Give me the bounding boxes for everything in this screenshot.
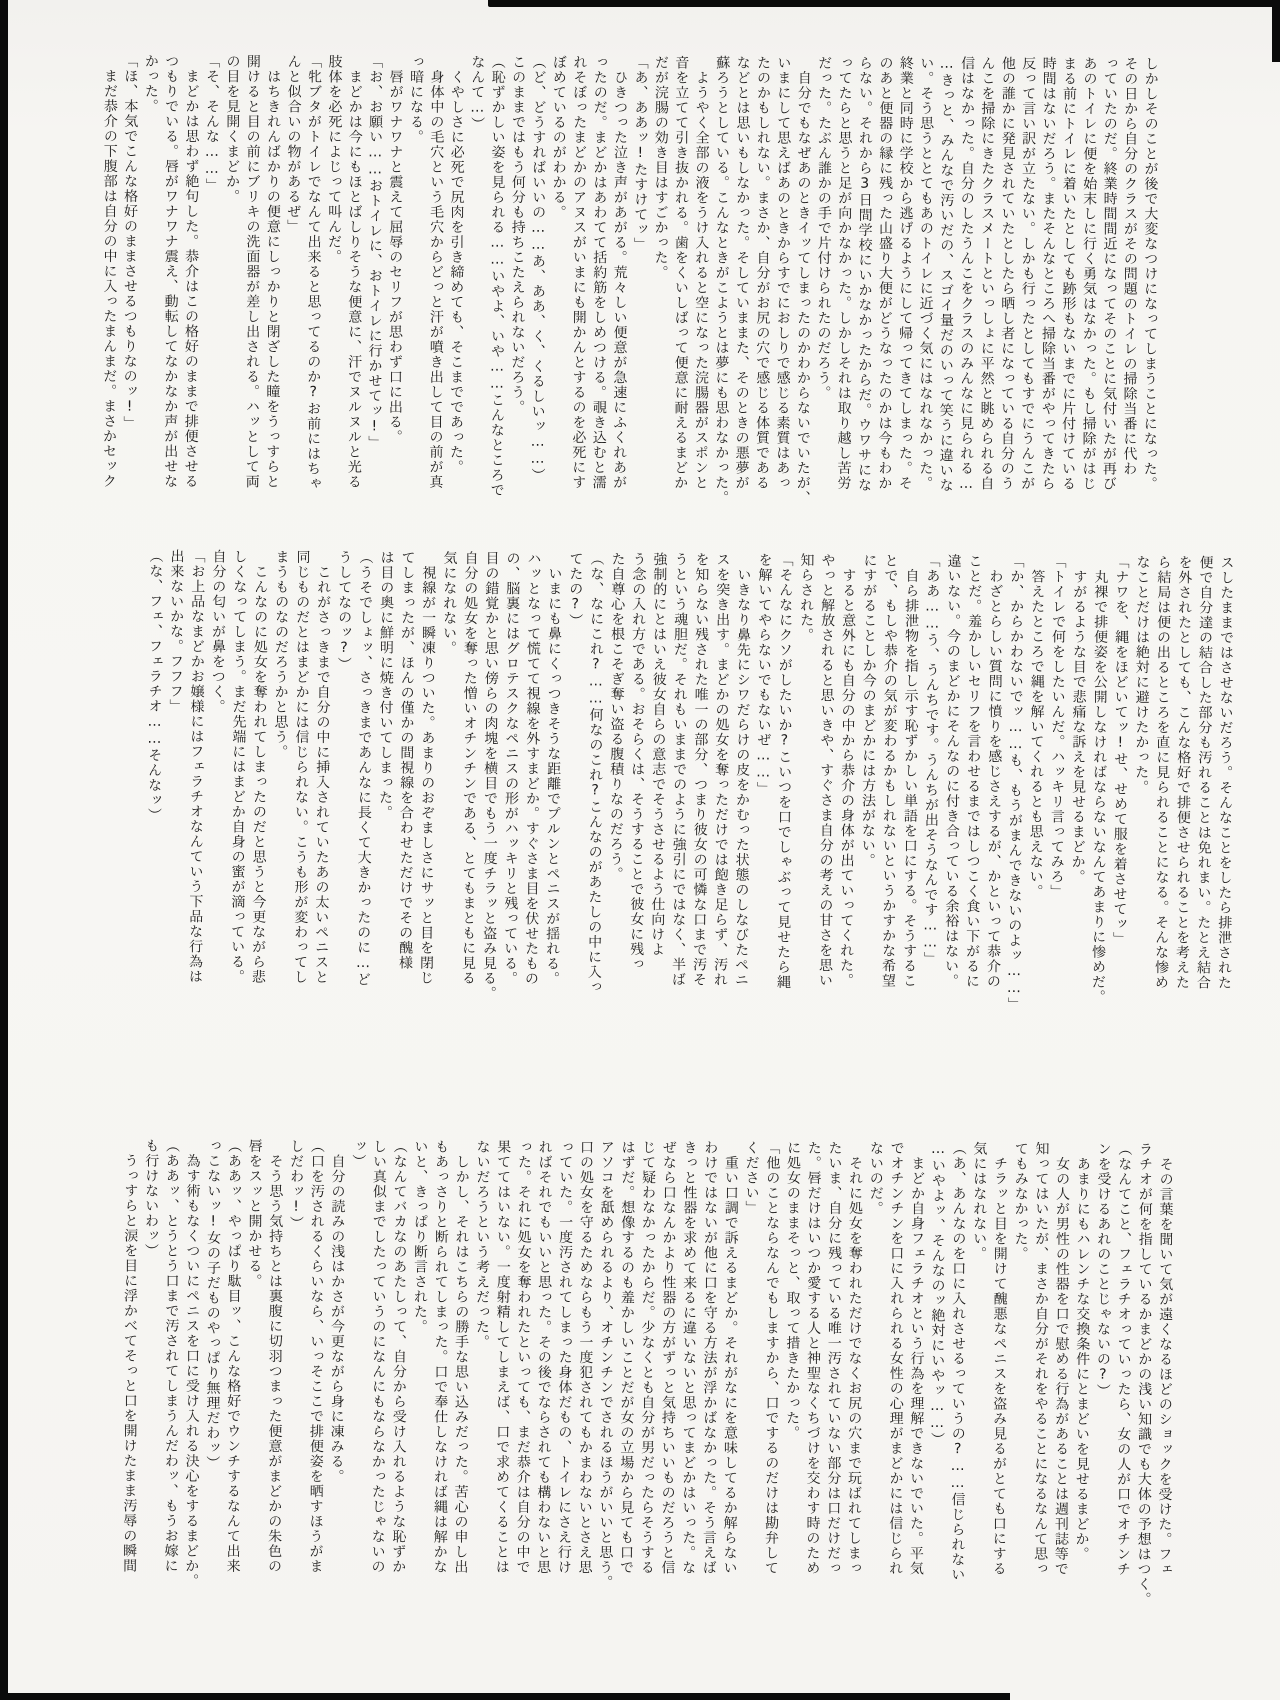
- bottom-text-block: その言葉を聞いて気が遠くなるほどのショックを受けた。フェ ラチオが何を指しているかまどかの浅い知識でも大体の予想はつく。 （なんてこと、フェラチオっていったら、女の人が口でオチンチ ンを受けるあれのことじゃないの?） あまりにもハレンチな交換条件にとまどいを見せるまどか。 女の人が男性の性器を口で慰める行為があることは週刊誌等で 知ってはいたが、まさか自分がそれをやることになるなんて思っ てもみなかった。 チラッと目を開けて醜悪なペニスを盗み見るがとても口にする 気にはなれない。 （あ、あんなのを口に入れさせるっていうの?……信じられない …いやよッ、そんなのッ絶対にいやッ……） まどか自身フェラチオという行為を理解できないでいた。平気 でオチンチンを口に入れられる女性の心理がまどかには信じられ ないのだ。 それに処女を奪われただけでなくお尻の穴まで玩ばれてしまっ たいま、自分に残っている唯一汚されていない部分は口だけだっ た。唇だけはいつか愛する人と神聖なくちづけを交わす時のため に処女のままそっと、取って措きたかった。 「他のことならなんでもしますから、口でするのだけは勘弁して ください」 重い口調で訴えるまどか。それがなにを意味してるか解らない わけではないが他に口を守る方法が浮かばなかった。そう言えば きっと性器を求めて来るに違いないと思ってまどかはいった。な ぜなら口なんかより性器の方がずっと気持ちいいものだろうと信 じて疑わなかったからだ。少なくとも自分が男だったらそうする はずだ。想像するのも羞かしいことだが女の立場から見ても口で アソコを舐められるより、オチンチンでされるほうがいいと思う。 口の処女を守るためならもう一度犯されてもかまわないとさえ思 っていた。一度汚されてしまった身体だもの、トイレにさえ行け ればそれでもいいと思った。その後でならされても構わないと思 った。それに処女を奪われたといっても、まだ恭介は自分の中で 果ててはいない。一度射精してしまえば、口で求めてくることは ないだろうという考えだった。 しかし、それはこちらの勝手な思い込みだった。苦心の申し出 もあっさりと断られてしまった。口で奉仕しなければ縄は解かな いと、きっぱり断言された。 （なんてバカなのあたしって、自分から受け入れるような恥ずか しい真似までしたっていうのになんにもならなかったじゃないの ッ） 自分の読みの浅はかさが今更ながら身に凍みる。 （口を汚されるくらいなら、いっそここで排便姿を晒すほうがま しだわッ!） そう思う気持ちとは裏腹に切羽つまった便意がまどかの朱色の 唇をスッと開かせる。 （ああッ、やっぱり駄目ッ、こんな格好でウンチするなんて出来 っこないッ!女の子だものやっぱり無理だわッ） 為す術もなくついにペニスを口に受け入れる決心をするまどか。 （ああッ、とうとう口まで汚されてしまうんだわッ、もうお嫁に も行けないわッ） うっすらと涙を目に浮かべてそっと口を開けたまま汚辱の瞬間: [121, 1138, 1174, 1607]
- scan-edge-bottom: [0, 1693, 1010, 1700]
- top-text-block: しかしそのことが後で大変なつけになってしまうことになった。 その日から自分のクラスがその問題のトイレの掃除当番に代わ っていたのだ。終業時間間近になってそのことに気付いたが再び あのトイレに便を始末しに行く勇気はなかった。もし掃除がはじ まる前にトイレに着いたとしても跡形もないまでに片付けている 時間はないだろう。またそんなところへ掃除当番がやってきたら 反って言い訳が立たない。しかも行ったとしてもすでにうんこが 他の誰かに発見されていたとしたら晒し者になっている自分のう んこを掃除にきたクラスメートといっしょに平然と眺められる自 信はなかった。自分のしたうんこをクラスのみんなに見られる… …きっと、みんなで汚いだの、スゴイ量だのいって笑うに違いな い。そう思うととてもあのトイレに近づく気にはなれなかった。 終業と同時に学校から逃げるようにして帰ってきてしまった。そ のあと便器の縁に残った山盛り大便がどうなったのかは今もわか らない。それから3日間学校にいかなかったからだ。ウワサにな ってたらと思うと足が向かなかった。しかしそれは取り越し苦労 だった。たぶん誰かの手で片付けられたのだろう。 自分でもなぜあのときイッてしまったのかわからないでいたが、 いまにして思えばあのときからすでにおしりで感じる素質はあっ たのかもしれない。まさか、自分がお尻の穴で感じる体質である などとは思いもしなかった。そしていままた、そのときの悪夢が 蘇ろうとしている。こんなときがこようとは夢にも思わなかった。 ようやく全部の液をうけ入れると空になった浣腸器がスポンと 音を立てて引き抜かれる。歯をくいしばって便意に耐えるまどか だが浣腸の効き目はすごかった。 「あ、ああッ!たすけてッ」 ひきつった泣き声があがる。荒々しい便意が急速にふくれあが ったのだ。まどかはあわてて括約筋をしめつける。覗き込むと濡 れそぼったまどかのアヌスがいまにも開かんとするのを必死にす ぼめているのがわかる。 （ど、どうすればいいの……あ、ああ、く、くるしいッ……） このままではもう何分も持ちこたえられないだろう。 （恥ずかしい姿を見られる……いやよ、いや……こんなところで なんて…） くやしさに必死で尻肉を引き締めても、そこまでであった。 身体中の毛穴という毛穴からどっと汗が噴き出して目の前が真 っ暗になる。 唇がワナワナと震えて屈辱のセリフが思わず口に出る。 「お、お願い……おトイレに、おトイレに行かせてッ!」 まどかは今にもほとばしりそうな便意に、汗でヌルヌルと光る 肢体を必死によじって叫んだ。 「牝ブタがトイレでなんて出来ると思ってるのか?お前にはちゃ んと似合いの物があるぜ」 はちきれんばかりの便意にしっかりと閉ざした瞳をうっすらと 開けると目の前にブリキの洗面器が差し出される。ハッとして両 の目を見開くまどか。 「そ、そんな……」 まどかは思わず絶句した。恭介はこの格好のままで排便させる つもりでいる。唇がワナワナ震え、動転してなかなか声が出せな かった。 「ほ、本気でこんな格好のままさせるつもりなのッ!」 まだ恭介の下腹部は自分の中に入ったまんまだ。まさかセック: [100, 53, 1159, 506]
- scan-edge-left: [0, 0, 8, 1700]
- middle-text-block: スしたままではさせないだろう。そんなことをしたら排泄された 便で自分達の結合した部分も汚れることは免れまい。たとえ結合 を外されたとしても、こんな格好で排便させられることを考えた ら結局は便の出るところを直に見られることになる。そんな惨め なことだけは絶対に避けたかった。 「ナワを、縄をほどいてッ!せ、せめて服を着させてッ」 丸裸で排便姿を公開しなければならないなんてあまりに惨めだ。 すがるような目で悲痛な訴えを見せるまどか。 「トイレで何をしたいんだ。ハッキリ言ってみろ」 答えたところで縄を解いてくれるとも思えない。 「か、からかわないでッ……も、もうがまんできないのよッ……」 わざとらしい質問に憤りを感じさえするが、かといって恭介の ことだ。羞かしいセリフを言わせるまではしつこく食い下がるに 違いない。今のまどかにそんなのに付き合っている余裕はない。 「ああ……う、うんちです。うんちが出そうなんです……」 自ら排泄物を指し示す恥ずかしい単語を口にする。そうするこ とで、もしや恭介の気が変わるかもしれないというかすかな希望 にすがることしか今のまどかには方法がない。 すると意外にも自分の中から恭介の身体が出ていってくれた。 やっと解放されると思いきや、すぐさま自分の考えの甘さを思い 知らされた。 「そんなにクソがしたいか?こいつを口でしゃぶって見せたら縄 を解いてやらないでもないぜ……」 いきなり鼻先にシワだらけの皮をかむった状態のしなびたペニ スを突き出す。まどかの処女を奪っただけでは飽き足らず、汚れ を知らない残された唯一の部分、つまり彼女の可憐な口まで汚そ うという魂胆だ。それもいままでのように強引にではなく、半ば 強制的にとはいえ彼女自らの意志でそうさせるよう仕向けよ う念の入れ方である。おそらくは、そうすることで彼女に残っ た自尊心を根こそぎ奪い盗る腹積りなのだろう。 （な、なにこれ?……何なのこれ?こんなのがあたしの中に入っ てたの?） いまにも鼻にくっつきそうな距離でプルンとペニスが揺れる。 ハッとなって慌てて視線を外すまどか。すぐさま目を伏せたもの の、脳裏にはグロテスクなペニスの形がハッキリと残っている。 目の錯覚かと思い傍らの肉塊を横目でもう一度チラッと盗み見る。 自分の処女を奪った憎いオチンチンである、とてもまともに見る 気になれない。 視線が一瞬凍りついた。あまりのおぞましさにサッと目を閉じ てしまったが、ほんの僅かの間視線を合わせただけでその醜様 は目の奥に鮮明に焼き付いてしまった。 （うそでしょッ、さっきまであんなに長くて大きかったのに…ど うしてなのッ?） これがさっきまで自分の中に挿入されていたあの太いペニスと 同じものだとはまどかには信じられない。こうも形が変わってし まうものなのだろうかと思う。 こんなのに処女を奪われてしまったのだと思うと今更ながら悲 しくなってしまう。まだ先端にはまどか自身の蜜が滴っている。 自分の匂いが鼻をつく。 「お上品なまどかお嬢様にはフェラチオなんていう下品な行為は 出来ないかな。フフフ」 （な、フェ、フェラチオ……そんなッ）: [145, 548, 1235, 1013]
- scan-edge-top: [488, 0, 1280, 7]
- scan-edge-right: [1272, 0, 1280, 62]
